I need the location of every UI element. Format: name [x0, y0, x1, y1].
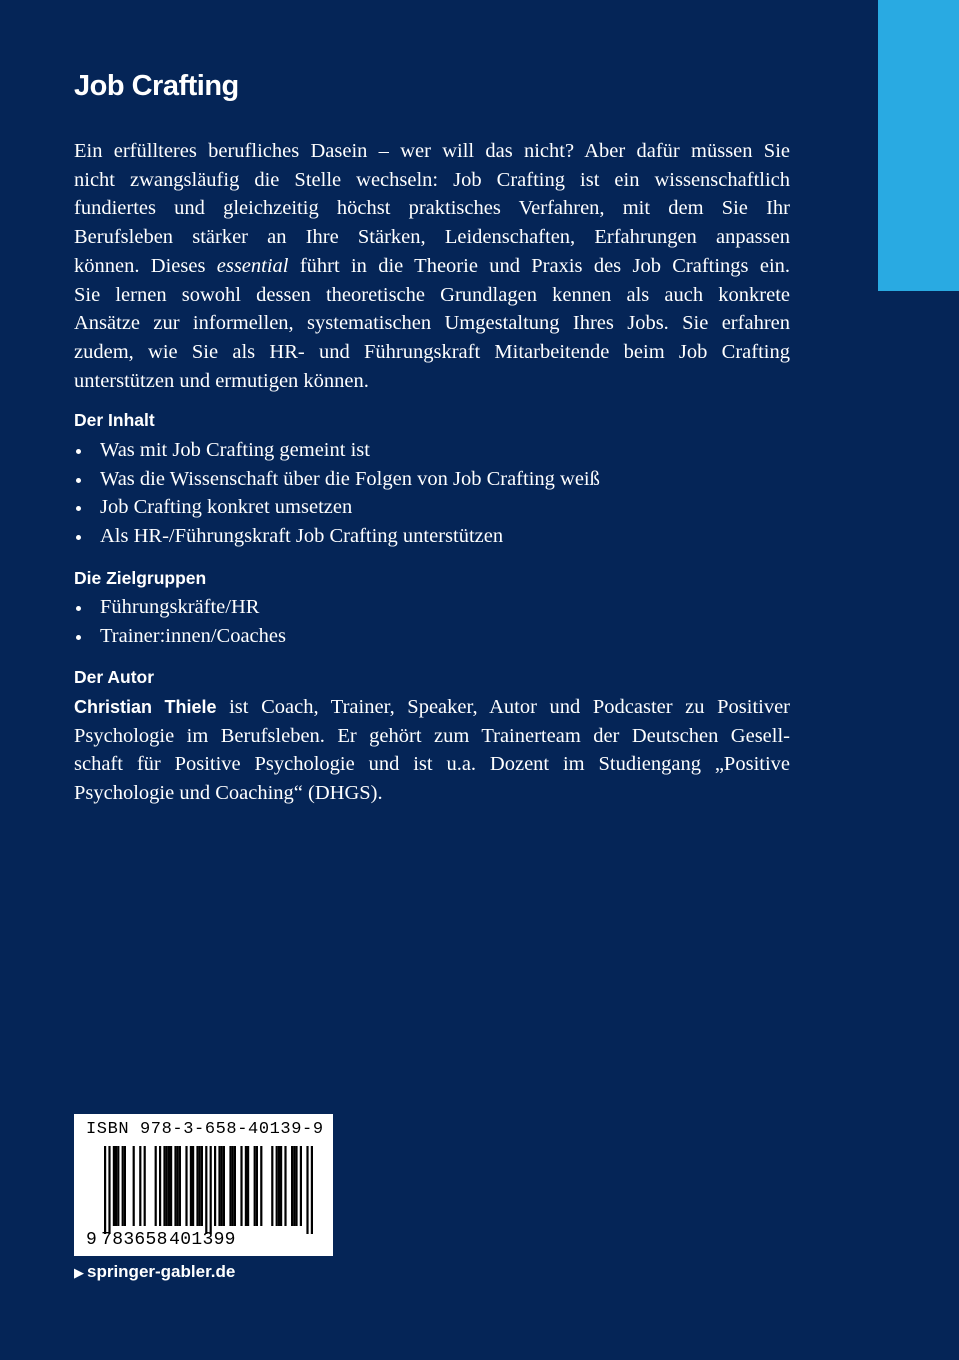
barcode-bar: [185, 1146, 187, 1226]
barcode-bar: [223, 1146, 225, 1226]
list-item: Was die Wissenschaft über die Folgen von Job Crafting weiß: [74, 465, 600, 494]
barcode-bar: [155, 1146, 157, 1226]
barcode-bar: [113, 1146, 115, 1226]
autor-heading: Der Autor: [74, 667, 155, 687]
barcode-bar: [278, 1146, 280, 1226]
inhalt-list: [74, 436, 600, 551]
barcode-bar: [166, 1146, 168, 1226]
zielgruppen-list: [74, 593, 286, 650]
barcode-bar: [260, 1146, 262, 1226]
blurb-text-after-italic: führt in die Theorie und Praxis des Job Craftings ein.: [299, 254, 791, 277]
barcode-bar: [295, 1146, 297, 1226]
list-item: Führungskräfte/HR: [74, 593, 286, 622]
list-item: Job Crafting konkret umsetzen: [74, 493, 600, 522]
zielgruppen-heading: Die Zielgruppen: [74, 568, 207, 588]
barcode-bar: [133, 1146, 135, 1226]
barcode-bar: [139, 1146, 141, 1226]
barcode-bar: [247, 1146, 249, 1226]
play-arrow-icon: ▶: [74, 1265, 84, 1280]
barcode-bar: [170, 1146, 172, 1226]
author-bio-line: schaft für Positive Psychologie und ist u.a. Dozent im Studiengang „Positive: [74, 753, 790, 776]
barcode-bar: [190, 1146, 192, 1226]
author-bio-line: Psychologie im Berufsleben. Er gehört zum Trainerteam der Deutschen Gesell-: [74, 724, 790, 747]
barcode-bar: [201, 1146, 203, 1226]
publisher-url: springer-gabler.de: [87, 1262, 236, 1281]
barcode-bar: [256, 1146, 258, 1226]
ean-first-digit: 9: [86, 1230, 98, 1250]
blurb-line: nicht zwangsläufig die Stelle wechseln: Job Crafting ist ein wissenschaftlich: [74, 168, 790, 191]
barcode-bar: [284, 1146, 286, 1226]
list-item: Was mit Job Crafting gemeint ist: [74, 436, 600, 465]
barcode-bar: [179, 1146, 181, 1226]
blurb-line: fundiertes und gleichzeitig höchst praktisches Verfahren, mit dem Sie Ihr: [74, 197, 790, 220]
barcode-bar: [280, 1146, 282, 1226]
barcode-bar: [144, 1146, 146, 1226]
barcode-bar: [300, 1146, 302, 1226]
barcode-guard-bar: [205, 1146, 207, 1234]
list-item: Als HR-/Führungskraft Job Crafting unterstützen: [74, 522, 600, 551]
author-bio-line: [74, 693, 790, 722]
barcode-guard-bar: [104, 1146, 106, 1234]
ean-group-right: 401399: [169, 1230, 236, 1250]
barcode-bar: [276, 1146, 278, 1226]
barcode-bar: [177, 1146, 179, 1226]
barcode-bar: [293, 1146, 295, 1226]
blurb-line: zudem, wie Sie als HR- und Führungskraft Mitarbeitende beim Job Crafting: [74, 340, 790, 363]
barcode-guard-bar: [108, 1146, 110, 1234]
ean-group-left: 783658: [101, 1230, 168, 1250]
barcode-bar: [192, 1146, 194, 1226]
barcode-bar: [163, 1146, 165, 1226]
barcode-bar: [115, 1146, 117, 1226]
barcode-bar: [291, 1146, 293, 1226]
barcode-bar: [232, 1146, 234, 1226]
barcode-bar: [218, 1146, 220, 1226]
isbn-barcode: [74, 1114, 333, 1256]
barcode-bar: [234, 1146, 236, 1226]
inhalt-heading: Der Inhalt: [74, 410, 155, 430]
author-bio-line: Psychologie und Coaching“ (DHGS).: [74, 782, 383, 805]
barcode-bar: [245, 1146, 247, 1226]
barcode-bar: [271, 1146, 273, 1226]
barcode-bar: [159, 1146, 161, 1226]
barcode-guard-bar: [311, 1146, 313, 1234]
barcode-bar: [196, 1146, 198, 1226]
blurb-line: Ein erfüllteres berufliches Dasein – wer will das nicht? Aber dafür müssen Sie: [74, 140, 790, 162]
barcode-bar: [240, 1146, 242, 1226]
blurb-line: Berufsleben stärker an Ihre Stärken, Leidenschaften, Erfahrungen anpassen: [74, 226, 790, 249]
ean-digits: [86, 1230, 236, 1250]
publisher-link[interactable]: [74, 1262, 235, 1282]
blurb-text: [74, 137, 790, 395]
barcode-bar: [117, 1146, 119, 1226]
blurb-text-before-italic: können. Dieses: [74, 254, 206, 277]
accent-bar: [878, 0, 959, 291]
list-item: Trainer:innen/Coaches: [74, 622, 286, 651]
barcode-guard-bar: [306, 1146, 308, 1234]
blurb-line: unterstützen und ermutigen können.: [74, 369, 369, 392]
barcode-bar: [124, 1146, 126, 1226]
barcode-bar: [229, 1146, 231, 1226]
barcode-bar: [174, 1146, 176, 1226]
barcode-bar: [221, 1146, 223, 1226]
blurb-line: [74, 252, 790, 281]
barcode-bar: [214, 1146, 216, 1226]
isbn-label: ISBN 978-3-658-40139-9: [86, 1120, 324, 1139]
author-name: Christian Thiele: [74, 697, 217, 717]
barcode-bar: [168, 1146, 170, 1226]
blurb-line: Sie lernen sowohl dessen theoretische Grundlagen kennen als auch konkrete: [74, 283, 790, 306]
essential-italic: essential: [216, 254, 289, 277]
barcode-bar: [254, 1146, 256, 1226]
barcode-guard-bar: [210, 1146, 212, 1234]
barcode-bar: [199, 1146, 201, 1226]
book-title: Job Crafting: [74, 70, 239, 102]
blurb-line: Ansätze zur informellen, systematischen Umgestaltung Ihres Jobs. Sie erfahren: [74, 312, 790, 335]
author-bio-rest: ist Coach, Trainer, Speaker, Autor und Podcaster zu Positiver: [229, 696, 791, 718]
barcode-bar: [122, 1146, 124, 1226]
author-bio: [74, 693, 790, 808]
